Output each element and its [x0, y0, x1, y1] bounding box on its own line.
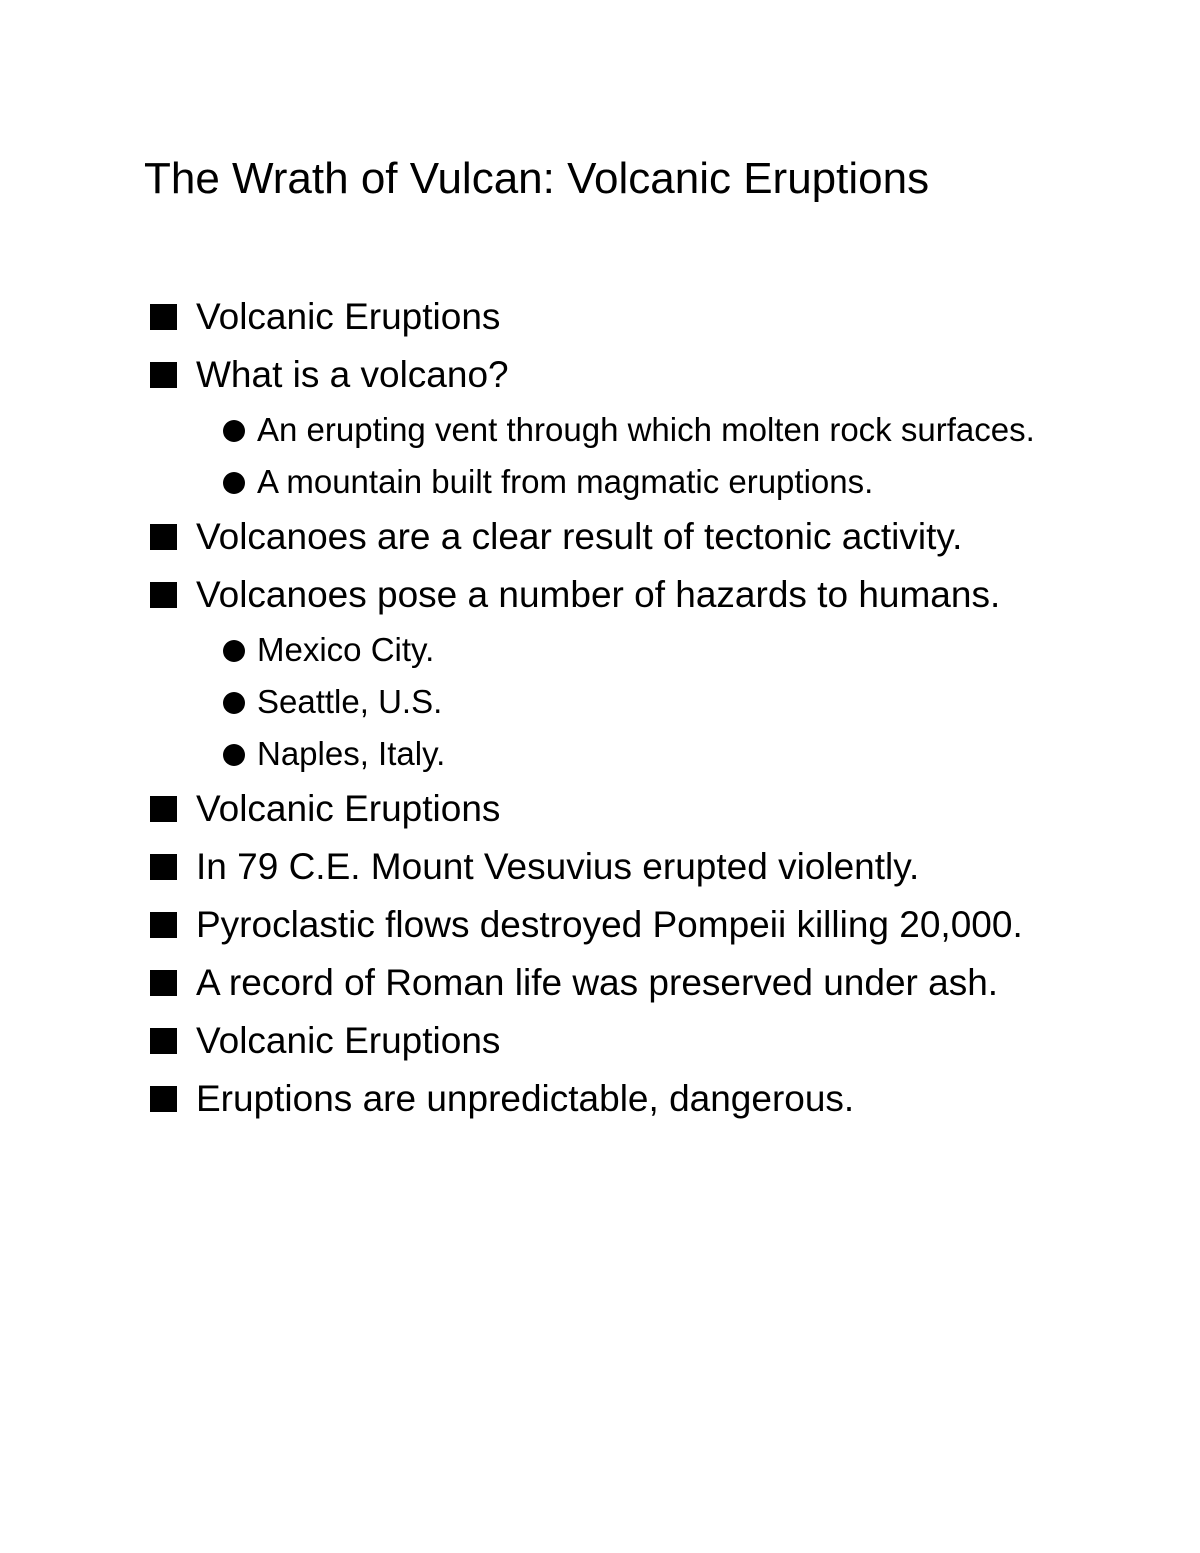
outline-subitem-text: Mexico City. — [257, 631, 435, 668]
outline-subitem — [148, 404, 1048, 456]
square-bullet-icon — [150, 362, 177, 388]
outline-subitem-text: Naples, Italy. — [257, 735, 446, 772]
square-bullet-icon — [150, 304, 177, 330]
square-bullet-icon — [150, 1028, 177, 1054]
outline-item — [148, 954, 1048, 1012]
outline-item-text: Volcanic Eruptions — [196, 296, 501, 337]
outline-subitem — [148, 624, 1048, 676]
outline-item — [148, 566, 1048, 624]
outline-subitem — [148, 456, 1048, 508]
outline-item-text: Volcanoes pose a number of hazards to humans. — [196, 574, 1001, 615]
square-bullet-icon — [150, 796, 177, 822]
round-bullet-icon — [223, 744, 245, 766]
outline-item — [148, 1012, 1048, 1070]
outline-subitem-text: A mountain built from magmatic eruptions. — [257, 463, 874, 500]
outline-subitem-text: An erupting vent through which molten rock surfaces. — [257, 411, 1035, 448]
square-bullet-icon — [150, 970, 177, 996]
outline-item-text: What is a volcano? — [196, 354, 509, 395]
square-bullet-icon — [150, 912, 177, 938]
outline-item-text: Volcanoes are a clear result of tectonic activity. — [196, 516, 963, 557]
outline-item-text: A record of Roman life was preserved under ash. — [196, 962, 999, 1003]
page-title: The Wrath of Vulcan: Volcanic Eruptions — [144, 154, 930, 203]
outline-item — [148, 288, 1048, 346]
round-bullet-icon — [223, 472, 245, 494]
outline-item — [148, 838, 1048, 896]
round-bullet-icon — [223, 420, 245, 442]
square-bullet-icon — [150, 524, 177, 550]
round-bullet-icon — [223, 692, 245, 714]
outline-subitem — [148, 676, 1048, 728]
outline-item-text: Eruptions are unpredictable, dangerous. — [196, 1078, 855, 1119]
square-bullet-icon — [150, 1086, 177, 1112]
outline-subitem — [148, 728, 1048, 780]
outline-item — [148, 346, 1048, 404]
square-bullet-icon — [150, 854, 177, 880]
outline-item-text: Pyroclastic flows destroyed Pompeii killing 20,000. — [196, 904, 1023, 945]
outline-subitem-text: Seattle, U.S. — [257, 683, 443, 720]
outline-item — [148, 896, 1048, 954]
outline-item-text: In 79 C.E. Mount Vesuvius erupted violently. — [196, 846, 920, 887]
bullet-outline — [148, 288, 1048, 1128]
outline-item — [148, 780, 1048, 838]
round-bullet-icon — [223, 640, 245, 662]
square-bullet-icon — [150, 582, 177, 608]
outline-item — [148, 508, 1048, 566]
outline-item — [148, 1070, 1048, 1128]
outline-item-text: Volcanic Eruptions — [196, 1020, 501, 1061]
outline-item-text: Volcanic Eruptions — [196, 788, 501, 829]
